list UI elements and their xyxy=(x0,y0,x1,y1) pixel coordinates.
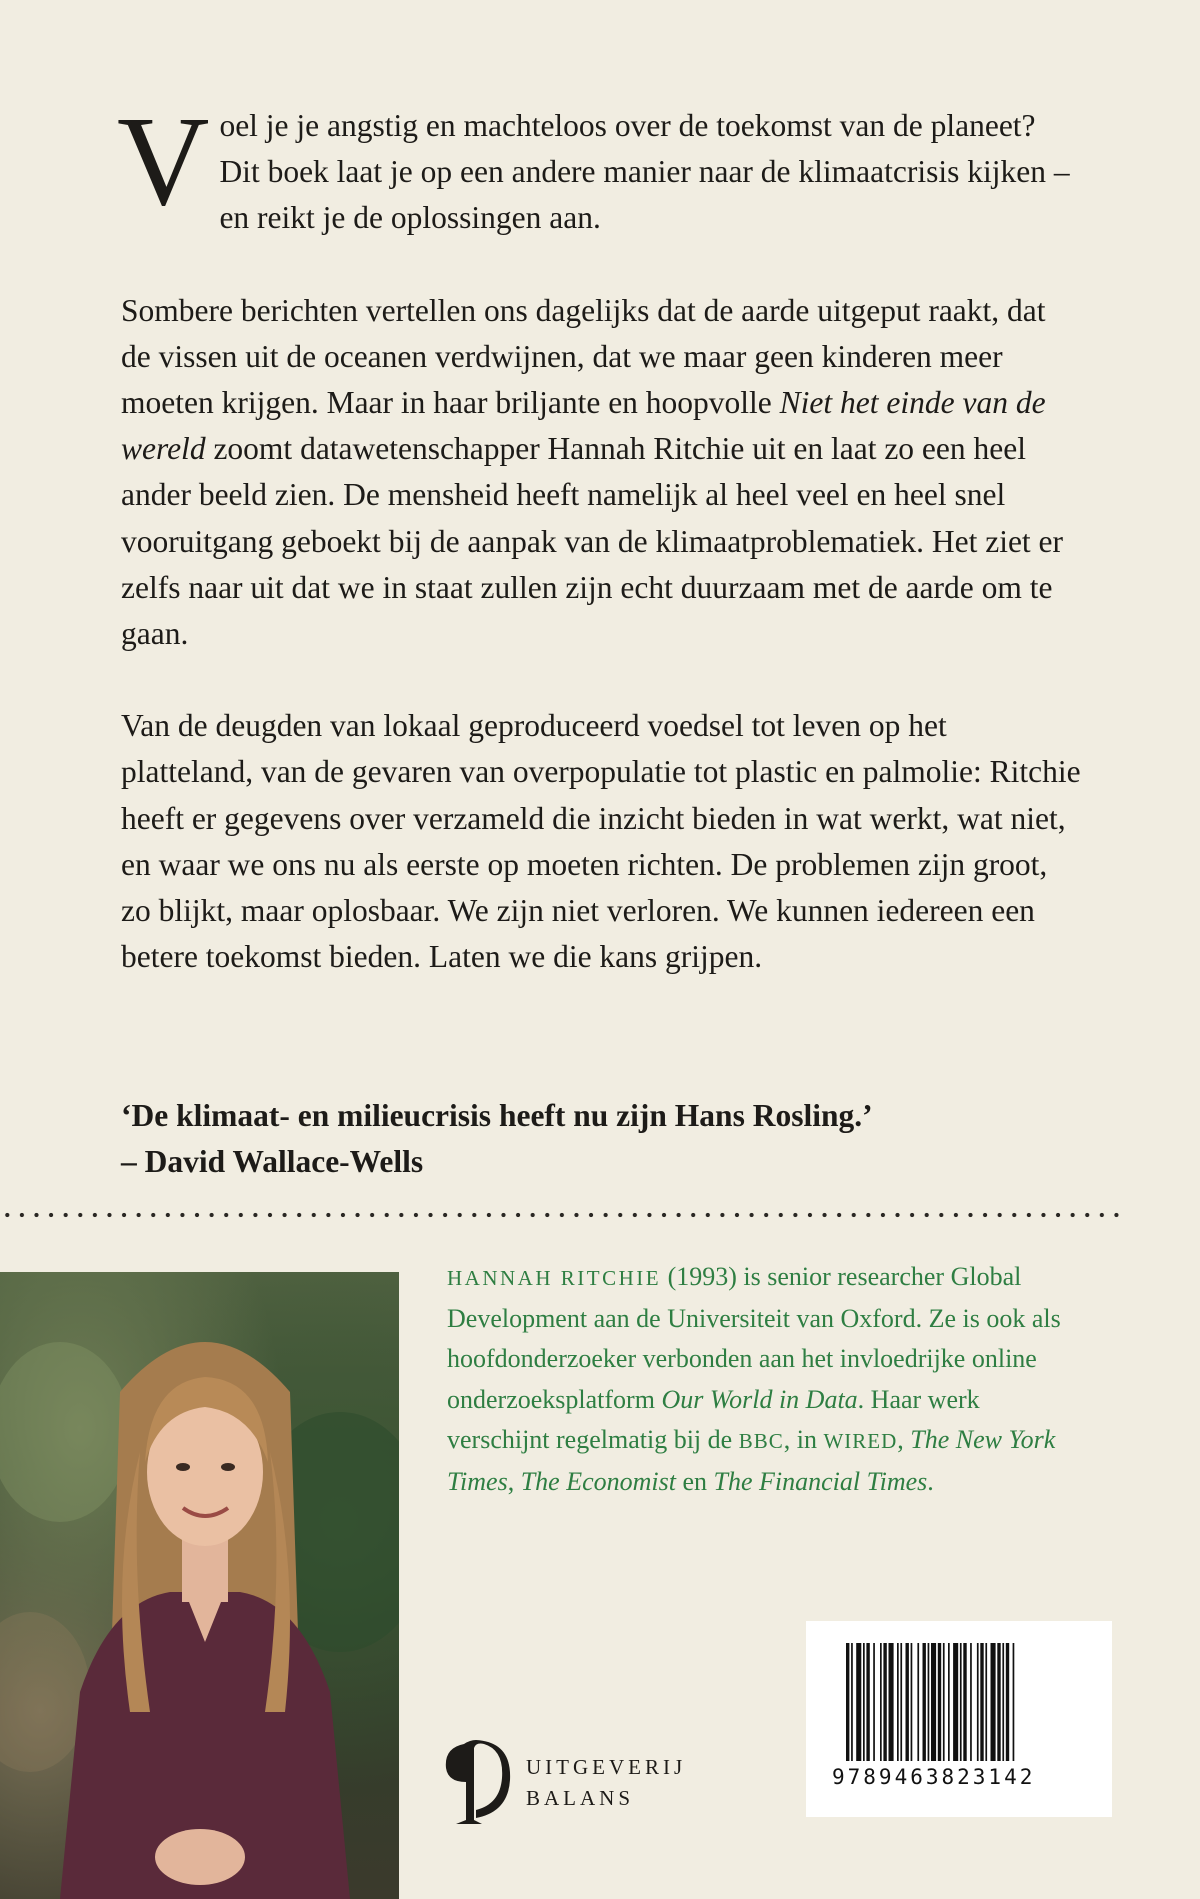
barcode-bar xyxy=(931,1643,936,1761)
barcode-bar xyxy=(938,1643,941,1761)
publisher-name xyxy=(526,1752,686,1814)
isbn-barcode xyxy=(806,1621,1112,1817)
barcode-bar xyxy=(900,1643,902,1761)
barcode-bar xyxy=(866,1643,869,1761)
bio-text-7: . xyxy=(927,1466,934,1496)
bio-text-1: (1993) is senior researcher Global Development aan de Universiteit van Oxford. Ze is ook als hoofdonderzoeker verbonden aan het invloedrijke online onderzoeksplatform xyxy=(447,1262,1061,1414)
barcode-bar xyxy=(1013,1643,1015,1761)
author-portrait-illustration xyxy=(0,1272,399,1899)
intro-text: oel je je angstig en machteloos over de toekomst van de planeet? Dit boek laat je op een andere manier naar de klimaatcrisis kijken – en reikt je de oplossingen aan. xyxy=(219,108,1070,236)
barcode-bar xyxy=(863,1643,865,1761)
publisher-logo xyxy=(436,1738,736,1828)
barcode-bar xyxy=(953,1643,958,1761)
barcode-bar xyxy=(991,1643,996,1761)
bio-text-2: . Haar werk verschijnt regelmatig bij de xyxy=(447,1384,980,1454)
author-photo xyxy=(0,1272,399,1899)
barcode-bar xyxy=(985,1643,987,1761)
quote-text: ‘De klimaat- en milieucrisis heeft nu zijn Hans Rosling.’ xyxy=(121,1098,873,1133)
book-title: Niet het einde van de wereld xyxy=(121,385,1046,467)
publisher-mark-icon xyxy=(436,1738,516,1828)
author-bio xyxy=(447,1257,1087,1502)
blurb-intro xyxy=(117,90,1081,242)
barcode-bar xyxy=(928,1643,930,1761)
barcode-bar xyxy=(897,1643,899,1761)
barcode-bar xyxy=(980,1643,983,1761)
endorsement-quote xyxy=(121,1093,1081,1185)
barcode-bar xyxy=(948,1643,950,1761)
barcode-bar xyxy=(851,1643,853,1761)
bio-economist: The Economist xyxy=(520,1466,676,1496)
barcode-bar xyxy=(960,1643,962,1761)
barcode-bar xyxy=(917,1643,919,1761)
barcode-bar xyxy=(1002,1643,1004,1761)
barcode-bar xyxy=(883,1643,886,1761)
barcode-bar xyxy=(997,1643,1000,1761)
barcode-bar xyxy=(943,1643,945,1761)
dotted-divider xyxy=(0,1212,1120,1218)
back-cover-blurb xyxy=(117,90,1081,1026)
barcode-icon xyxy=(846,1643,1072,1761)
drop-cap: V xyxy=(117,90,210,232)
bio-text-6: en xyxy=(675,1466,714,1496)
barcode-bar xyxy=(906,1643,909,1761)
barcode-bar xyxy=(911,1643,913,1761)
barcode-bar xyxy=(970,1643,972,1761)
barcode-bar xyxy=(856,1643,861,1761)
bio-wired: WIRED xyxy=(823,1429,898,1453)
barcode-bar xyxy=(923,1643,926,1761)
barcode-bar xyxy=(873,1643,875,1761)
author-name: HANNAH RITCHIE xyxy=(447,1266,662,1290)
bio-text-3: , in xyxy=(783,1425,824,1454)
barcode-bar xyxy=(1006,1643,1009,1761)
publisher-line-1: UITGEVERIJ xyxy=(526,1755,687,1779)
bio-nyt: The New York Times xyxy=(447,1425,1056,1496)
barcode-bar xyxy=(880,1643,882,1761)
paragraph-2-text-b: zoomt datawetenschapper Hannah Ritchie uit en laat zo een heel ander beeld zien. De mensheid heeft namelijk al heel veel en heel snel vooruitgang geboekt bij de aanpak van de klimaatproblematiek. Het ziet er zelfs naar uit dat we in staat zullen zijn echt duurzaam met de aarde om te gaan. xyxy=(121,431,1064,652)
barcode-bar xyxy=(889,1643,894,1761)
bio-owid: Our World in Data xyxy=(661,1384,858,1414)
blurb-paragraph-3: Van de deugden van lokaal geproduceerd voedsel tot leven op het platteland, van de gevaren van overpopulatie tot plastic en palmolie: Ritchie heeft er gegevens over verzameld die inzicht bieden in wat werkt, wat niet, en waar we ons nu als eerste op moeten richten. De problemen zijn groot, zo blijkt, maar oplosbaar. We zijn niet verloren. We kunnen iedereen een betere toekomst bieden. Laten we die kans grijpen. xyxy=(121,708,1081,975)
bio-bbc: BBC xyxy=(738,1429,784,1453)
barcode-bar xyxy=(963,1643,966,1761)
quote-attribution: – David Wallace-Wells xyxy=(121,1144,424,1179)
bio-text-5: , xyxy=(507,1466,521,1496)
isbn-number: 9789463823142 xyxy=(832,1765,1036,1789)
barcode-bar xyxy=(846,1643,849,1761)
bio-text-4: , xyxy=(897,1425,911,1454)
publisher-line-2: BALANS xyxy=(526,1786,635,1810)
blurb-paragraph-2 xyxy=(121,288,1081,658)
bio-ft: The Financial Times xyxy=(713,1466,928,1496)
barcode-bar xyxy=(977,1643,979,1761)
paragraph-2-text-a: Sombere berichten vertellen ons dagelijks dat de aarde uitgeput raakt, dat de vissen uit de oceanen verdwijnen, dat we maar geen kinderen meer moeten krijgen. Maar in haar briljante en hoopvolle xyxy=(121,292,1046,421)
